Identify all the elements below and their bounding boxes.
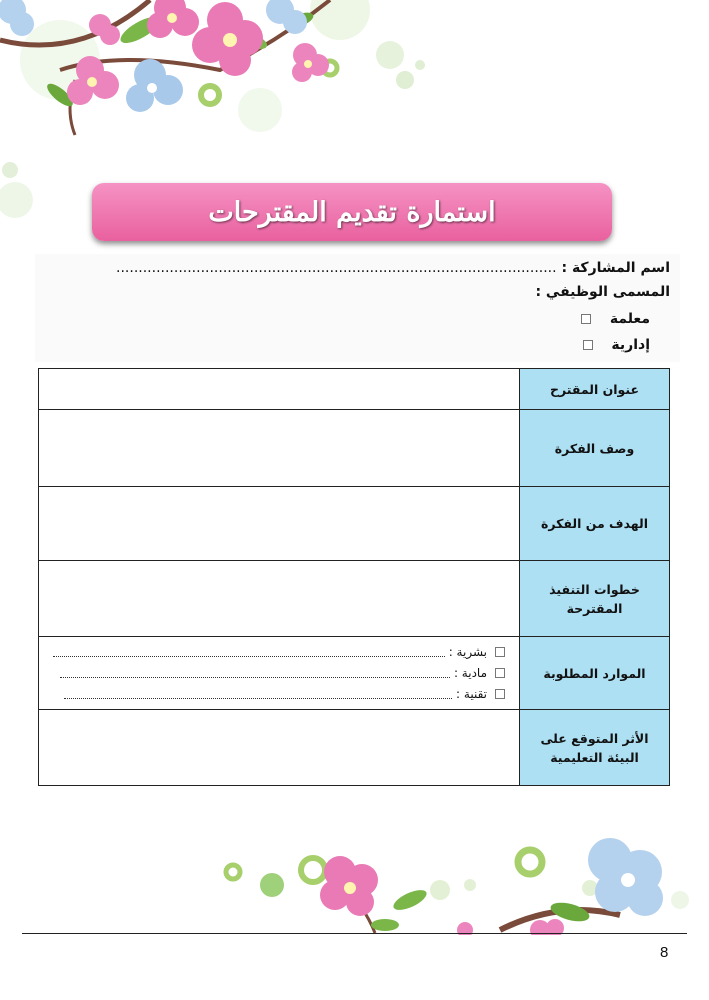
job-option-admin[interactable]: [583, 337, 650, 353]
form-title: استمارة تقديم المقترحات: [208, 196, 496, 228]
resource-material[interactable]: [60, 666, 505, 680]
table-row: [39, 410, 670, 487]
idea-goal-field[interactable]: [39, 487, 520, 561]
checkbox-teacher[interactable]: [581, 314, 591, 324]
floral-decoration-bottom: [0, 830, 709, 935]
resource-material-field[interactable]: [60, 668, 450, 678]
implementation-steps-field[interactable]: [39, 561, 520, 637]
page-number: 8: [660, 944, 669, 961]
resource-technical[interactable]: [64, 687, 505, 701]
participant-name-field[interactable]: ...................................................................................................: [116, 260, 557, 276]
idea-description-field[interactable]: [39, 410, 520, 487]
table-row: [39, 710, 670, 786]
job-option-teacher[interactable]: [581, 311, 650, 327]
row-label-goal: الهدف من الفكرة: [520, 487, 670, 561]
row-label-impact: الأثر المتوقع على البيئة التعليمية: [520, 710, 670, 786]
footer-divider: [22, 933, 687, 934]
table-row: [39, 487, 670, 561]
row-label-description: وصف الفكرة: [520, 410, 670, 487]
checkbox-technical[interactable]: [495, 689, 505, 699]
table-row: [39, 369, 670, 410]
checkbox-material[interactable]: [495, 668, 505, 678]
checkbox-admin[interactable]: [583, 340, 593, 350]
job-title-label: المسمى الوظيفي :: [535, 284, 670, 300]
participant-info-section: [35, 254, 680, 362]
participant-name-line: [116, 260, 670, 276]
resource-human[interactable]: [53, 645, 505, 659]
resource-technical-field[interactable]: [64, 689, 452, 699]
resource-label: تقنية :: [456, 687, 487, 701]
expected-impact-field[interactable]: [39, 710, 520, 786]
participant-name-label: اسم المشاركة :: [561, 260, 670, 276]
form-title-banner: [92, 183, 612, 241]
resource-human-field[interactable]: [53, 647, 445, 657]
resource-label: مادية :: [453, 666, 487, 680]
proposal-form-table: [38, 368, 670, 786]
table-row: [39, 637, 670, 710]
row-label-resources: الموارد المطلوبة: [520, 637, 670, 710]
row-label-title: عنوان المقترح: [520, 369, 670, 410]
job-option-label: معلمة: [609, 311, 650, 327]
resources-cell: [39, 637, 520, 710]
job-option-label: إدارية: [611, 337, 650, 353]
checkbox-human[interactable]: [495, 647, 505, 657]
table-row: [39, 561, 670, 637]
resource-label: بشرية :: [448, 645, 487, 659]
row-label-steps: خطوات التنفيذ المقترحة: [520, 561, 670, 637]
proposal-title-field[interactable]: [39, 369, 520, 410]
